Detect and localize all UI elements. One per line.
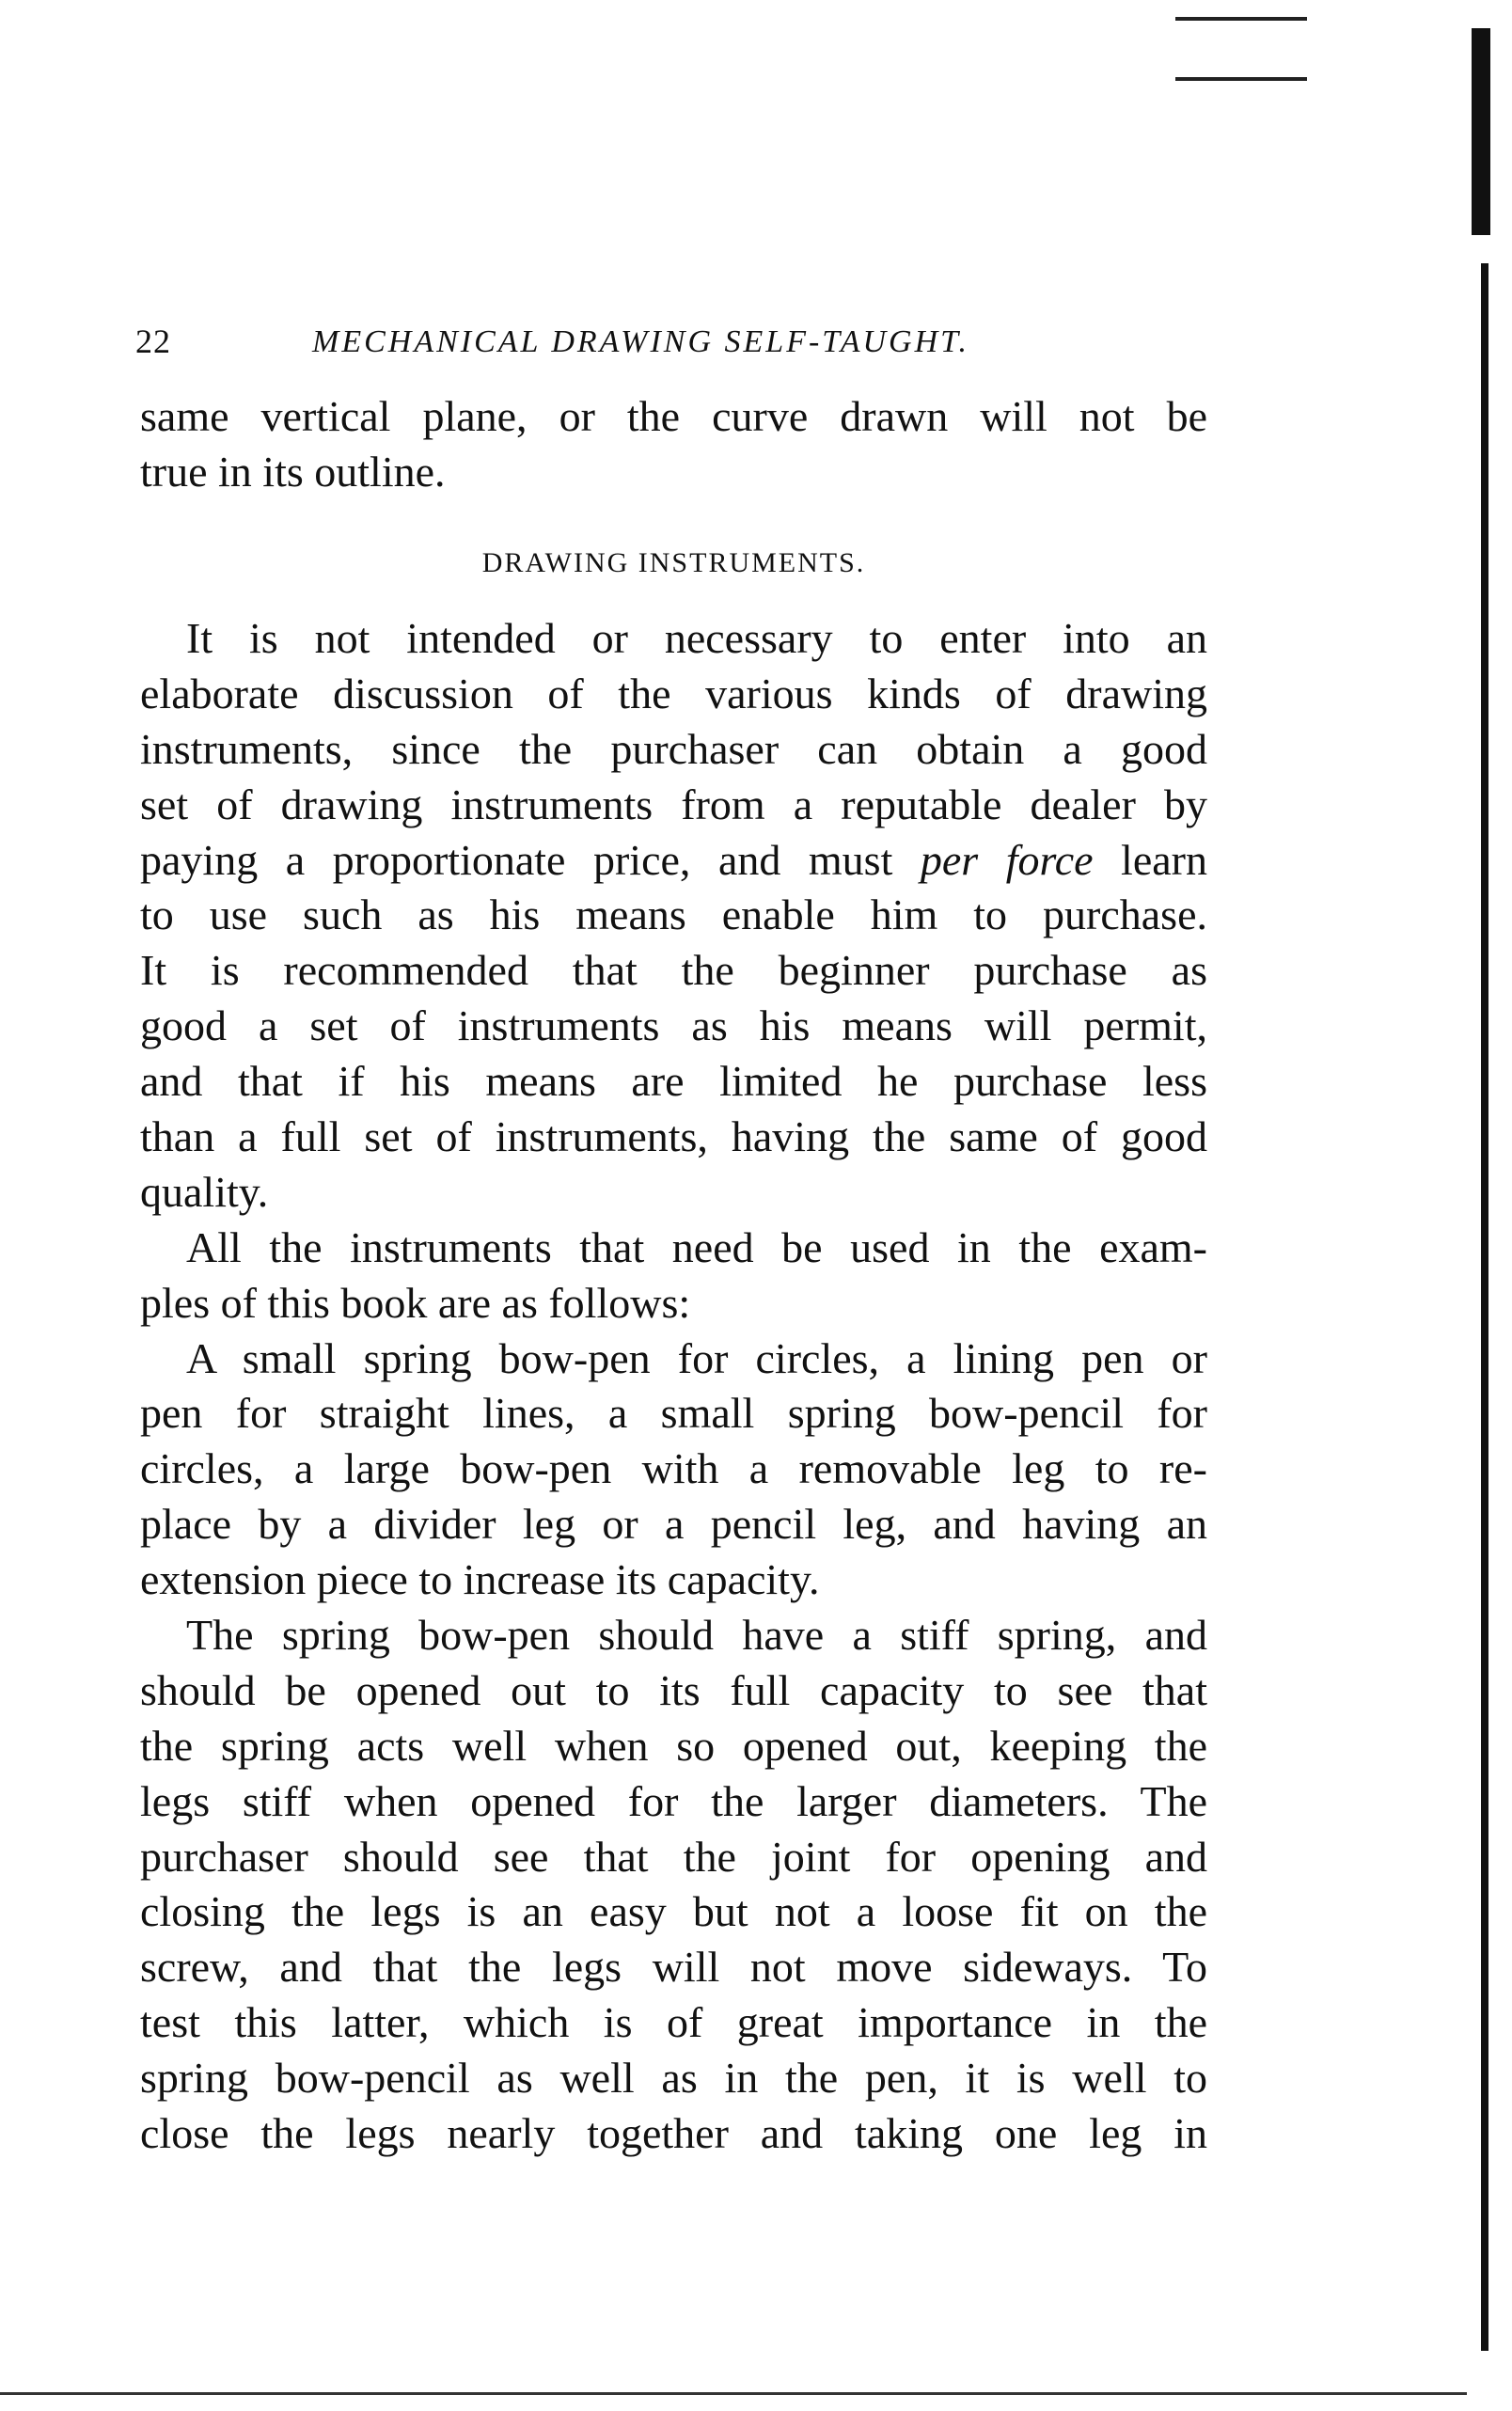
text-segment: pen for straight lines, a small spring bow-pencil for bbox=[140, 1389, 1207, 1438]
text-line bbox=[140, 833, 1207, 889]
text-line bbox=[140, 1663, 1207, 1719]
text-segment: good a set of instruments as his means will permit, bbox=[140, 1001, 1207, 1050]
text-line bbox=[140, 667, 1207, 722]
scan-binding-edge bbox=[1481, 263, 1488, 2351]
text-segment: purchaser should see that the joint for opening and bbox=[140, 1832, 1207, 1881]
paragraph bbox=[140, 611, 1207, 1221]
text-segment: instruments, since the purchaser can obtain a good bbox=[140, 724, 1207, 773]
text-segment: spring bow-pencil as well as in the pen, it is well to bbox=[140, 2054, 1207, 2103]
scan-bottom-edge bbox=[0, 2392, 1467, 2395]
running-title: MECHANICAL DRAWING SELF-TAUGHT. bbox=[312, 324, 970, 359]
text-line bbox=[140, 1719, 1207, 1774]
text-line bbox=[140, 1054, 1207, 1110]
body-text bbox=[140, 611, 1207, 2162]
text-line bbox=[140, 722, 1207, 778]
text-line bbox=[140, 1552, 1207, 1608]
text-line bbox=[140, 1830, 1207, 1885]
scan-artifact-mark bbox=[1175, 17, 1307, 81]
text-line bbox=[140, 2106, 1207, 2162]
text-segment: learn bbox=[1093, 835, 1207, 884]
text-segment: It is recommended that the beginner purchase as bbox=[140, 946, 1207, 995]
text-segment: All the instruments that need be used in the exam- bbox=[186, 1222, 1207, 1271]
paragraph bbox=[140, 1332, 1207, 1608]
text-segment: closing the legs is an easy but not a loose fit on the bbox=[140, 1887, 1207, 1936]
page-number: 22 bbox=[135, 323, 171, 360]
text-segment: should be opened out to its full capacity to see that bbox=[140, 1665, 1207, 1714]
text-segment: ples of this book are as follows: bbox=[140, 1278, 691, 1327]
text-line bbox=[140, 1386, 1207, 1442]
text-segment: elaborate discussion of the various kinds of drawing bbox=[140, 669, 1207, 717]
text-line bbox=[140, 1332, 1207, 1387]
text-segment: place by a divider leg or a pencil leg, and having an bbox=[140, 1500, 1207, 1549]
text-line: same vertical plane, or the curve drawn will not be bbox=[140, 392, 1207, 440]
text-segment: A small spring bow-pen for circles, a lining pen or bbox=[186, 1333, 1207, 1382]
text-line bbox=[140, 1442, 1207, 1497]
paragraph bbox=[140, 1221, 1207, 1332]
text-segment: close the legs nearly together and taking one leg in bbox=[140, 2109, 1207, 2158]
text-segment: and that if his means are limited he purchase less bbox=[140, 1057, 1207, 1106]
text-line bbox=[140, 1497, 1207, 1552]
text-line bbox=[140, 943, 1207, 999]
section-heading: DRAWING INSTRUMENTS. bbox=[481, 547, 866, 578]
continued-paragraph bbox=[140, 389, 1207, 500]
text-segment: to use such as his means enable him to purchase. bbox=[140, 890, 1207, 939]
text-segment: the spring acts well when so opened out, keeping the bbox=[140, 1721, 1207, 1770]
paragraph bbox=[140, 1608, 1207, 2162]
text-line bbox=[140, 1774, 1207, 1830]
text-line: true in its outline. bbox=[140, 447, 446, 496]
text-line bbox=[140, 1221, 1207, 1276]
text-segment: extension piece to increase its capacity. bbox=[140, 1555, 820, 1604]
text-line bbox=[140, 611, 1207, 667]
text-line bbox=[140, 1995, 1207, 2051]
italic-phrase: per force bbox=[920, 835, 1094, 884]
text-line bbox=[140, 1940, 1207, 1995]
text-line bbox=[140, 1608, 1207, 1663]
scan-binding-edge bbox=[1472, 28, 1490, 235]
text-line bbox=[140, 1165, 1207, 1221]
page-header bbox=[135, 314, 1207, 370]
text-line bbox=[140, 1884, 1207, 1940]
text-segment: legs stiff when opened for the larger diameters. The bbox=[140, 1776, 1207, 1825]
text-segment: It is not intended or necessary to enter into an bbox=[186, 614, 1207, 662]
text-segment: test this latter, which is of great importance in the bbox=[140, 1998, 1207, 2047]
text-segment: quality. bbox=[140, 1167, 269, 1216]
text-line bbox=[140, 888, 1207, 943]
text-segment: than a full set of instruments, having the same of good bbox=[140, 1112, 1207, 1161]
text-line bbox=[140, 999, 1207, 1054]
text-segment: paying a proportionate price, and must bbox=[140, 835, 921, 884]
text-segment: screw, and that the legs will not move sideways. To bbox=[140, 1943, 1207, 1992]
text-line bbox=[140, 1276, 1207, 1332]
text-segment: circles, a large bow-pen with a removable leg to re- bbox=[140, 1444, 1207, 1493]
text-line bbox=[140, 1110, 1207, 1165]
text-line bbox=[140, 778, 1207, 833]
text-line bbox=[140, 2051, 1207, 2106]
text-segment: The spring bow-pen should have a stiff spring, and bbox=[186, 1611, 1207, 1660]
text-segment: set of drawing instruments from a reputable dealer by bbox=[140, 780, 1207, 828]
